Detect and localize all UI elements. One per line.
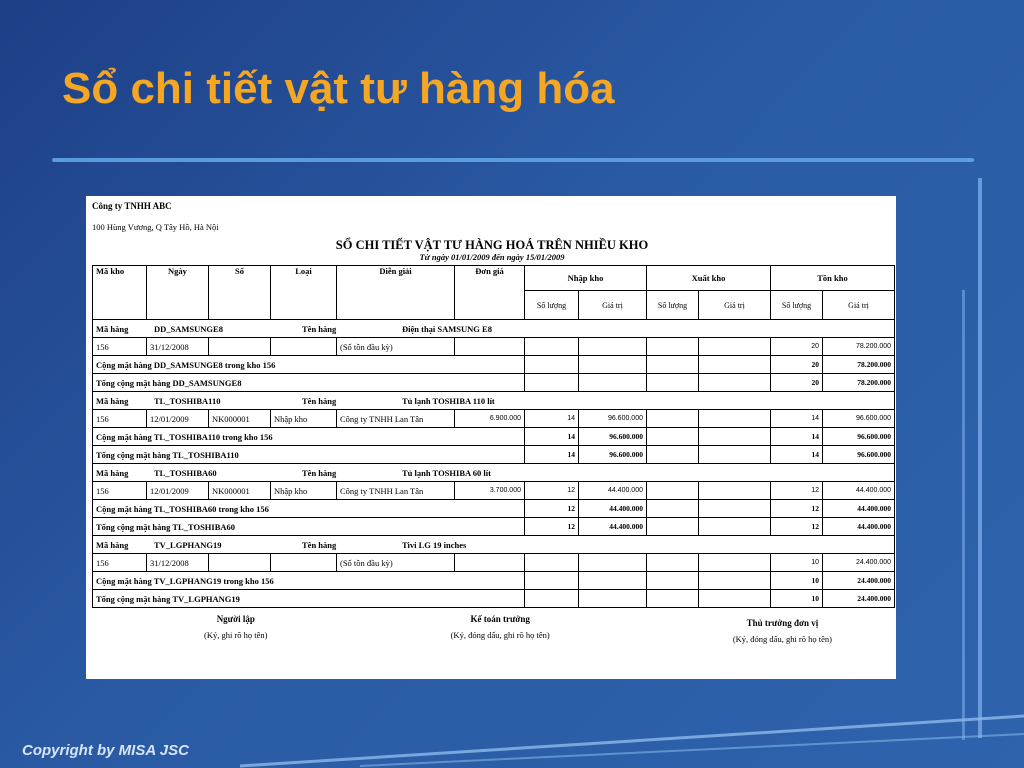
total-row: [93, 590, 895, 608]
cell-ton-sl: 20: [771, 374, 823, 392]
cell-nhap-gt: [579, 590, 647, 608]
signature-role: Thủ trưởng đơn vị: [746, 618, 819, 628]
item-name-label: Tên hàng: [302, 323, 337, 334]
cell-don-gia: 6.900.000: [455, 410, 525, 428]
cell-nhap-gt: 44.400.000: [579, 518, 647, 536]
cell-xuat-sl: [647, 518, 699, 536]
cell-ton-gt: 96.600.000: [823, 410, 895, 428]
ledger-table: [92, 265, 895, 608]
document-period: Từ ngày 01/01/2009 đến ngày 15/01/2009: [419, 252, 565, 262]
cell-ma-kho: 156: [93, 410, 147, 428]
cell-nhap-sl: 12: [525, 500, 579, 518]
subtotal-label: Cộng mặt hàng DD_SAMSUNGE8 trong kho 156: [93, 356, 525, 374]
item-header-cell: [93, 464, 895, 482]
item-code: TL_TOSHIBA110: [154, 395, 221, 406]
cell-xuat-gt: [699, 518, 771, 536]
col-nhap-gt: Giá trị: [579, 291, 647, 320]
col-nhap-sl: Số lượng: [525, 291, 579, 320]
subtotal-row: [93, 428, 895, 446]
cell-ton-sl: 12: [771, 518, 823, 536]
cell-ngay: 12/01/2009: [147, 410, 209, 428]
col-so: Số: [209, 266, 271, 320]
total-label: Tổng cộng mặt hàng TL_TOSHIBA60: [93, 518, 525, 536]
item-code: TL_TOSHIBA60: [154, 467, 217, 478]
table-row: [93, 410, 895, 428]
cell-xuat-gt: [699, 338, 771, 356]
cell-xuat-sl: [647, 446, 699, 464]
subtotal-label: Cộng mặt hàng TL_TOSHIBA60 trong kho 156: [93, 500, 525, 518]
cell-ton-sl: 20: [771, 356, 823, 374]
item-header-row: [93, 320, 895, 338]
item-header-cell: [93, 536, 895, 554]
signature-role: Người lập: [216, 614, 255, 624]
cell-don-gia: [455, 338, 525, 356]
cell-xuat-gt: [699, 428, 771, 446]
cell-ton-gt: 78.200.000: [823, 374, 895, 392]
cell-xuat-sl: [647, 482, 699, 500]
copyright-footer: Copyright by MISA JSC: [22, 742, 189, 759]
cell-dien-giai: (Số tồn đầu kỳ): [337, 338, 455, 356]
total-row: [93, 518, 895, 536]
cell-xuat-sl: [647, 572, 699, 590]
cell-xuat-sl: [647, 356, 699, 374]
item-code-label: Mã hàng: [96, 539, 129, 550]
col-loai: Loại: [271, 266, 337, 320]
cell-ton-gt: 78.200.000: [823, 338, 895, 356]
cell-ngay: 31/12/2008: [147, 554, 209, 572]
cell-xuat-sl: [647, 374, 699, 392]
col-ton-sl: Số lượng: [771, 291, 823, 320]
signature-block: [92, 614, 892, 644]
col-ngay: Ngày: [147, 266, 209, 320]
item-code: DD_SAMSUNGE8: [154, 323, 223, 334]
cell-ton-gt: 24.400.000: [823, 572, 895, 590]
item-name-label: Tên hàng: [302, 539, 337, 550]
table-row: [93, 482, 895, 500]
cell-nhap-sl: [525, 572, 579, 590]
cell-nhap-gt: 44.400.000: [579, 482, 647, 500]
cell-ton-gt: 44.400.000: [823, 482, 895, 500]
cell-ma-kho: 156: [93, 338, 147, 356]
cell-xuat-sl: [647, 500, 699, 518]
ledger-body: [93, 320, 895, 608]
cell-so: NK000001: [209, 482, 271, 500]
signature-preparer: [204, 614, 268, 644]
item-code-label: Mã hàng: [96, 395, 129, 406]
cell-xuat-sl: [647, 428, 699, 446]
title-divider: [52, 158, 974, 162]
col-ton-gt: Giá trị: [823, 291, 895, 320]
company-name: Công ty TNHH ABC: [92, 201, 172, 211]
cell-xuat-gt: [699, 482, 771, 500]
cell-nhap-gt: 44.400.000: [579, 500, 647, 518]
total-label: Tổng cộng mặt hàng DD_SAMSUNGE8: [93, 374, 525, 392]
item-code-label: Mã hàng: [96, 323, 129, 334]
cell-ton-sl: 14: [771, 446, 823, 464]
col-xuat-kho: Xuất kho: [647, 266, 771, 291]
col-xuat-gt: Giá trị: [699, 291, 771, 320]
item-code-label: Mã hàng: [96, 467, 129, 478]
total-row: [93, 446, 895, 464]
cell-ton-sl: 12: [771, 482, 823, 500]
cell-ton-gt: 44.400.000: [823, 518, 895, 536]
cell-nhap-gt: 96.600.000: [579, 446, 647, 464]
cell-ngay: 31/12/2008: [147, 338, 209, 356]
document-title: SỔ CHI TIẾT VẬT TƯ HÀNG HOÁ TRÊN NHIỀU KHO: [335, 238, 649, 252]
cell-nhap-sl: [525, 590, 579, 608]
cell-xuat-gt: [699, 590, 771, 608]
cell-xuat-gt: [699, 446, 771, 464]
signature-note: (Ký, đóng dấu, ghi rõ họ tên): [732, 634, 832, 644]
cell-nhap-sl: 12: [525, 518, 579, 536]
table-row: [93, 338, 895, 356]
signature-chief-accountant: [451, 614, 550, 644]
cell-ton-sl: 10: [771, 554, 823, 572]
cell-nhap-sl: 14: [525, 428, 579, 446]
cell-so: [209, 554, 271, 572]
cell-xuat-gt: [699, 572, 771, 590]
cell-dien-giai: Công ty TNHH Lan Tân: [337, 482, 455, 500]
cell-don-gia: 3.700.000: [455, 482, 525, 500]
item-name: Tivi LG 19 inches: [402, 539, 467, 550]
cell-ngay: 12/01/2009: [147, 482, 209, 500]
decorative-line: [962, 290, 965, 740]
cell-nhap-sl: [525, 338, 579, 356]
cell-nhap-gt: 96.600.000: [579, 410, 647, 428]
slide-title: Sổ chi tiết vật tư hàng hóa: [62, 64, 615, 113]
subtotal-row: [93, 500, 895, 518]
cell-xuat-sl: [647, 590, 699, 608]
signature-director: [733, 618, 832, 644]
cell-nhap-sl: [525, 374, 579, 392]
total-row: [93, 374, 895, 392]
item-name: Điện thại SAMSUNG E8: [402, 323, 492, 334]
item-header-cell: [93, 320, 895, 338]
cell-don-gia: [455, 554, 525, 572]
subtotal-label: Cộng mặt hàng TV_LGPHANG19 trong kho 156: [93, 572, 525, 590]
cell-nhap-gt: [579, 554, 647, 572]
cell-nhap-sl: 14: [525, 410, 579, 428]
item-name-label: Tên hàng: [302, 467, 337, 478]
subtotal-row: [93, 356, 895, 374]
signature-note: (Ký, đóng dấu, ghi rõ họ tên): [450, 630, 550, 640]
cell-ton-gt: 44.400.000: [823, 500, 895, 518]
cell-loai: [271, 554, 337, 572]
table-row: [93, 554, 895, 572]
subtotal-label: Cộng mặt hàng TL_TOSHIBA110 trong kho 156: [93, 428, 525, 446]
cell-ton-sl: 12: [771, 500, 823, 518]
cell-nhap-gt: [579, 356, 647, 374]
cell-xuat-gt: [699, 554, 771, 572]
cell-so: [209, 338, 271, 356]
item-name-label: Tên hàng: [302, 395, 337, 406]
cell-ton-sl: 10: [771, 572, 823, 590]
cell-ma-kho: 156: [93, 554, 147, 572]
item-name: Tủ lạnh TOSHIBA 110 lít: [402, 395, 495, 406]
cell-xuat-gt: [699, 410, 771, 428]
cell-so: NK000001: [209, 410, 271, 428]
cell-dien-giai: Công ty TNHH Lan Tân: [337, 410, 455, 428]
subtotal-row: [93, 572, 895, 590]
col-don-gia: Đơn giá: [455, 266, 525, 320]
cell-ton-sl: 14: [771, 428, 823, 446]
cell-loai: [271, 338, 337, 356]
cell-nhap-sl: 14: [525, 446, 579, 464]
cell-ton-gt: 96.600.000: [823, 428, 895, 446]
company-address: 100 Hùng Vương, Q Tây Hồ, Hà Nội: [92, 222, 219, 232]
item-header-row: [93, 392, 895, 410]
cell-xuat-gt: [699, 374, 771, 392]
cell-loai: Nhập kho: [271, 410, 337, 428]
cell-xuat-sl: [647, 338, 699, 356]
cell-xuat-gt: [699, 500, 771, 518]
total-label: Tổng cộng mặt hàng TV_LGPHANG19: [93, 590, 525, 608]
cell-ma-kho: 156: [93, 482, 147, 500]
cell-loai: Nhập kho: [271, 482, 337, 500]
cell-nhap-gt: [579, 572, 647, 590]
item-header-row: [93, 464, 895, 482]
cell-nhap-sl: 12: [525, 482, 579, 500]
cell-ton-gt: 24.400.000: [823, 554, 895, 572]
cell-nhap-sl: [525, 356, 579, 374]
item-name: Tủ lạnh TOSHIBA 60 lít: [402, 467, 491, 478]
signature-role: Kế toán trưởng: [470, 614, 530, 624]
signature-note: (Ký, ghi rõ họ tên): [204, 630, 268, 640]
cell-ton-sl: 20: [771, 338, 823, 356]
cell-nhap-sl: [525, 554, 579, 572]
cell-ton-gt: 96.600.000: [823, 446, 895, 464]
cell-ton-sl: 14: [771, 410, 823, 428]
item-code: TV_LGPHANG19: [154, 539, 222, 550]
item-header-row: [93, 536, 895, 554]
total-label: Tổng cộng mặt hàng TL_TOSHIBA110: [93, 446, 525, 464]
cell-ton-gt: 78.200.000: [823, 356, 895, 374]
item-header-cell: [93, 392, 895, 410]
cell-nhap-gt: [579, 338, 647, 356]
col-nhap-kho: Nhập kho: [525, 266, 647, 291]
cell-xuat-sl: [647, 554, 699, 572]
ledger-document: [86, 196, 896, 679]
col-ma-kho: Mã kho: [93, 266, 147, 320]
col-ton-kho: Tồn kho: [771, 266, 895, 291]
col-xuat-sl: Số lượng: [647, 291, 699, 320]
cell-dien-giai: (Số tồn đầu kỳ): [337, 554, 455, 572]
cell-xuat-gt: [699, 356, 771, 374]
col-dien-giai: Diễn giải: [337, 266, 455, 320]
cell-nhap-gt: 96.600.000: [579, 428, 647, 446]
cell-ton-gt: 24.400.000: [823, 590, 895, 608]
cell-xuat-sl: [647, 410, 699, 428]
decorative-line: [978, 178, 982, 738]
cell-nhap-gt: [579, 374, 647, 392]
cell-ton-sl: 10: [771, 590, 823, 608]
